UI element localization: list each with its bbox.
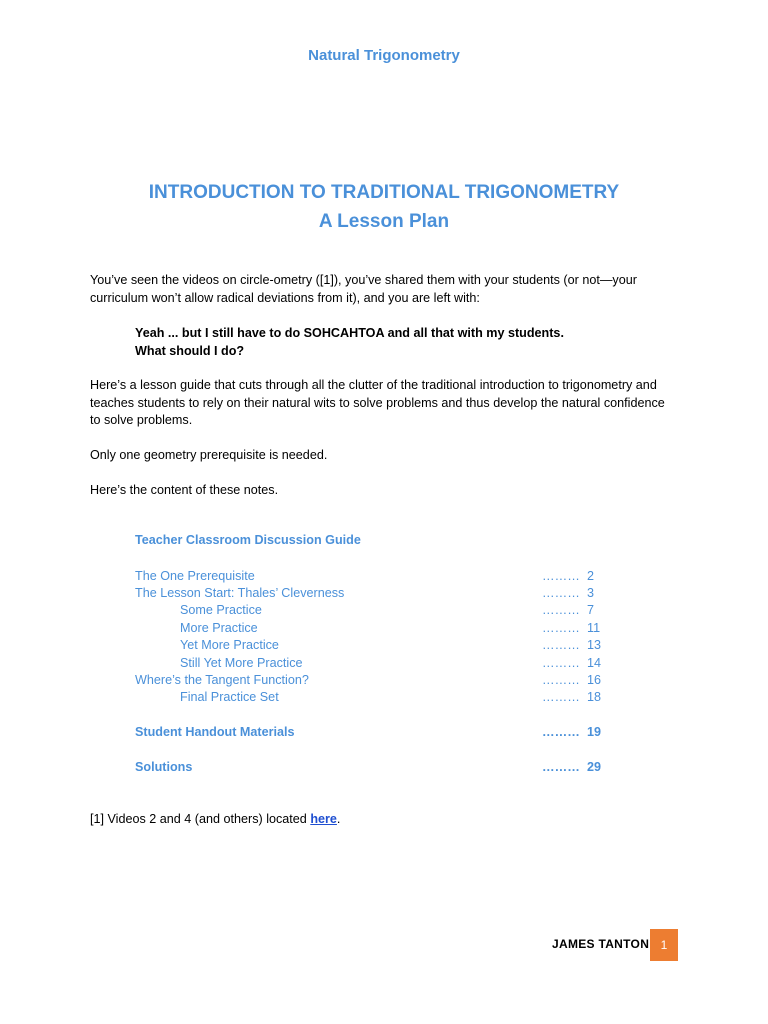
- toc-entry-label: Yet More Practice: [180, 638, 279, 652]
- toc-entry-yet-more-practice[interactable]: [135, 637, 615, 654]
- toc-leader-dots: ………: [542, 760, 580, 774]
- toc-page-number: 13: [587, 638, 602, 652]
- toc-page-number: 29: [587, 760, 602, 774]
- intro-paragraph: [90, 272, 690, 307]
- toc-entry-label: Where’s the Tangent Function?: [135, 673, 309, 687]
- toc-page-number: 7: [587, 603, 595, 617]
- toc-entry-label: Final Practice Set: [180, 690, 279, 704]
- quote-block: [135, 325, 695, 360]
- title-line-1: INTRODUCTION TO TRADITIONAL TRIGONOMETRY: [148, 182, 620, 203]
- guide-line-2: teaches students to rely on their natural wits to solve problems and thus develop the natural confidence: [90, 395, 665, 410]
- toc-leader-dots: ………: [542, 603, 580, 617]
- toc-page-number: 19: [587, 725, 602, 739]
- contents-intro-paragraph: Here’s the content of these notes.: [90, 483, 279, 497]
- toc-entry-still-yet-more-practice[interactable]: [135, 655, 615, 672]
- footnote: [90, 811, 340, 828]
- toc-page-number: 11: [587, 621, 601, 635]
- toc-entry-tangent-function[interactable]: [135, 672, 615, 689]
- toc-entry-solutions[interactable]: [135, 759, 615, 776]
- toc-entry-label: The Lesson Start: Thales’ Cleverness: [135, 586, 345, 600]
- document-title: [0, 178, 768, 236]
- toc-entry-more-practice[interactable]: [135, 620, 615, 637]
- toc-entry-lesson-start[interactable]: [135, 585, 615, 602]
- footer-author: JAMES TANTON: [552, 937, 650, 951]
- toc-page-number: 3: [587, 586, 595, 600]
- toc-entry-one-prerequisite[interactable]: [135, 568, 615, 585]
- toc-leader-dots: ………: [542, 621, 580, 635]
- toc-leader-dots: ………: [542, 586, 580, 600]
- toc-entry-some-practice[interactable]: [135, 602, 615, 619]
- toc-page-number: 2: [587, 569, 595, 583]
- toc-leader-dots: ………: [542, 656, 580, 670]
- toc-entry-final-practice-set[interactable]: [135, 689, 615, 706]
- toc-entry-label: Still Yet More Practice: [180, 656, 303, 670]
- toc-leader-dots: ………: [542, 569, 580, 583]
- running-header: Natural Trigonometry: [308, 47, 460, 64]
- toc-page-number: 18: [587, 690, 602, 704]
- guide-line-3: to solve problems.: [90, 413, 193, 427]
- toc-leader-dots: ………: [542, 725, 580, 739]
- intro-line-2: curriculum won’t allow radical deviations from it), and you are left with:: [90, 290, 480, 305]
- footnote-end: .: [336, 812, 341, 826]
- title-line-2: A Lesson Plan: [318, 211, 450, 232]
- toc-leader-dots: ………: [542, 673, 580, 687]
- toc-leader-dots: ………: [542, 690, 580, 704]
- toc-entry-label: Solutions: [135, 760, 193, 774]
- toc-entry-student-handout[interactable]: [135, 724, 615, 741]
- lesson-guide-paragraph: [90, 377, 690, 430]
- toc-heading: Teacher Classroom Discussion Guide: [135, 533, 361, 547]
- quote-line-2: What should I do?: [135, 343, 245, 358]
- prerequisite-paragraph: Only one geometry prerequisite is needed.: [90, 448, 328, 462]
- toc-entry-label: Some Practice: [180, 603, 262, 617]
- toc-entry-label: The One Prerequisite: [135, 569, 255, 583]
- toc-entry-label: More Practice: [180, 621, 258, 635]
- toc-page-number: 14: [587, 656, 602, 670]
- toc-leader-dots: ………: [542, 638, 580, 652]
- here-link[interactable]: here: [310, 812, 337, 826]
- quote-line-1: Yeah ... but I still have to do SOHCAHTOA and all that with my students.: [135, 326, 564, 340]
- guide-line-1: Here’s a lesson guide that cuts through all the clutter of the traditional introduction to trigonometry and: [90, 378, 657, 392]
- toc-entry-label: Student Handout Materials: [135, 725, 295, 739]
- page-number-badge: 1: [650, 929, 678, 961]
- footnote-text: [1] Videos 2 and 4 (and others) located: [90, 812, 311, 826]
- intro-line-1: You’ve seen the videos on circle-ometry ([1]), you’ve shared them with your students (or not—your: [90, 273, 637, 287]
- toc-page-number: 16: [587, 673, 602, 687]
